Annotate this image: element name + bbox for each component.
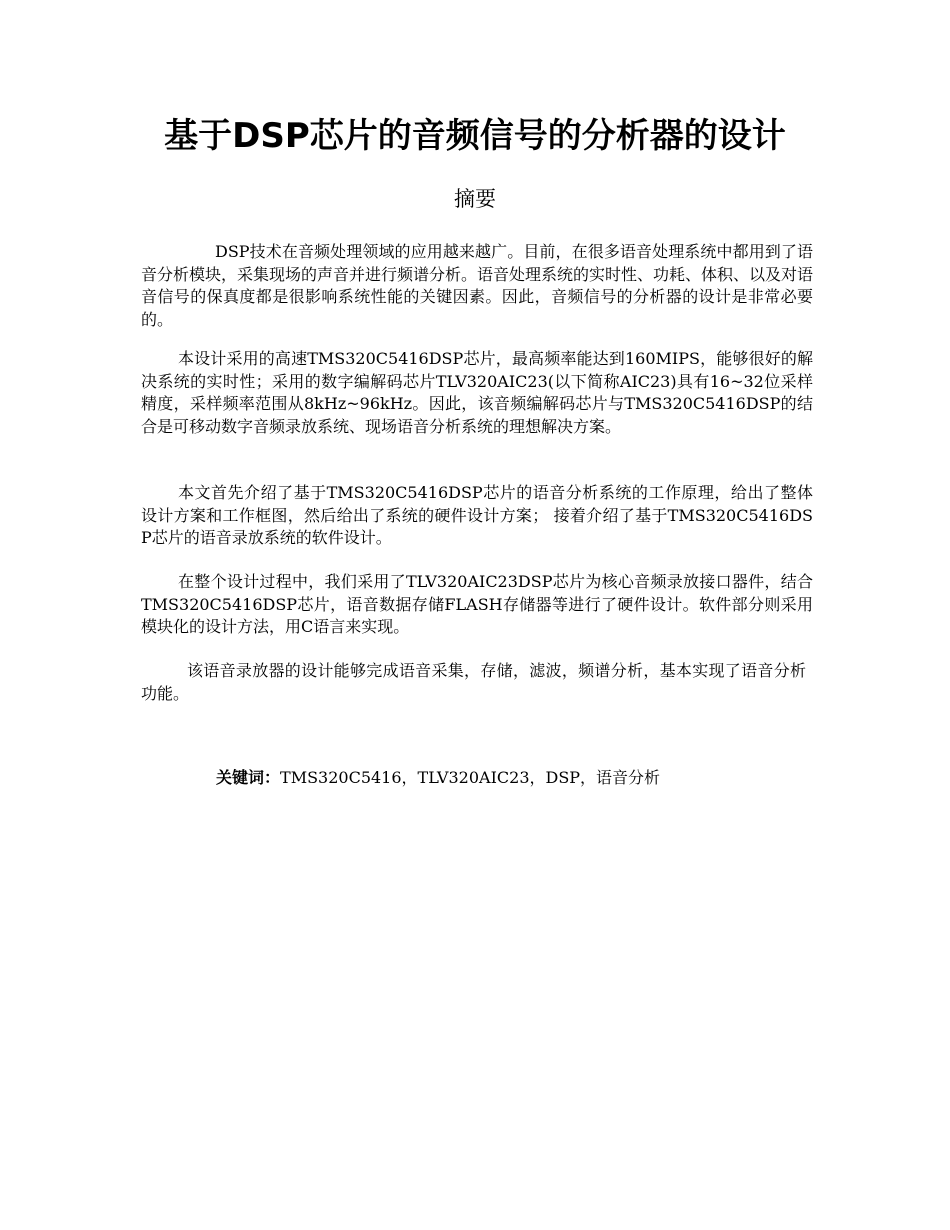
document-title: 基于DSP芯片的音频信号的分析器的设计 [164,116,786,156]
keywords-line [216,767,660,789]
abstract-paragraph-4: 在整个设计过程中，我们采用了TLV320AIC23DSP芯片为核心音频录放接口器件，结合TMS320C5416DSP芯片，语音数据存储FLASH存储器等进行了硬件设计。软件部分则采用模块化的设计方法，用C语言来实现。 [141,572,813,636]
keywords-label: 关键词： [216,768,281,787]
abstract-paragraph-3: 本文首先介绍了基于TMS320C5416DSP芯片的语音分析系统的工作原理，给出了整体设计方案和工作框图，然后给出了系统的硬件设计方案； 接着介绍了基于TMS320C5416DSP芯片的语音录放系统的软件设计。 [141,483,813,547]
abstract-paragraph-2: 本设计采用的高速TMS320C5416DSP芯片，最高频率能达到160MIPS，能够很好的解决系统的实时性；采用的数字编解码芯片TLV320AIC23(以下简称AIC23)具有16~32位采样精度，采样频率范围从8kHz~96kHz。因此，该音频编解码芯片与TMS320C5416DSP的结合是可移动数字音频录放系统、现场语音分析系统的理想解决方案。 [141,349,813,436]
abstract-paragraph-1: DSP技术在音频处理领域的应用越来越广。目前，在很多语音处理系统中都用到了语音分析模块，采集现场的声音并进行频谱分析。语音处理系统的实时性、功耗、体积、以及对语音信号的保真度都是很影响系统性能的关键因素。因此，音频信号的分析器的设计是非常必要的。 [141,242,814,329]
keywords-value: TMS320C5416，TLV320AIC23，DSP，语音分析 [280,768,661,787]
abstract-paragraph-5: 该语音录放器的设计能够完成语音采集，存储，滤波，频谱分析，基本实现了语音分析功能。 [141,661,806,703]
abstract-heading: 摘要 [454,187,496,211]
